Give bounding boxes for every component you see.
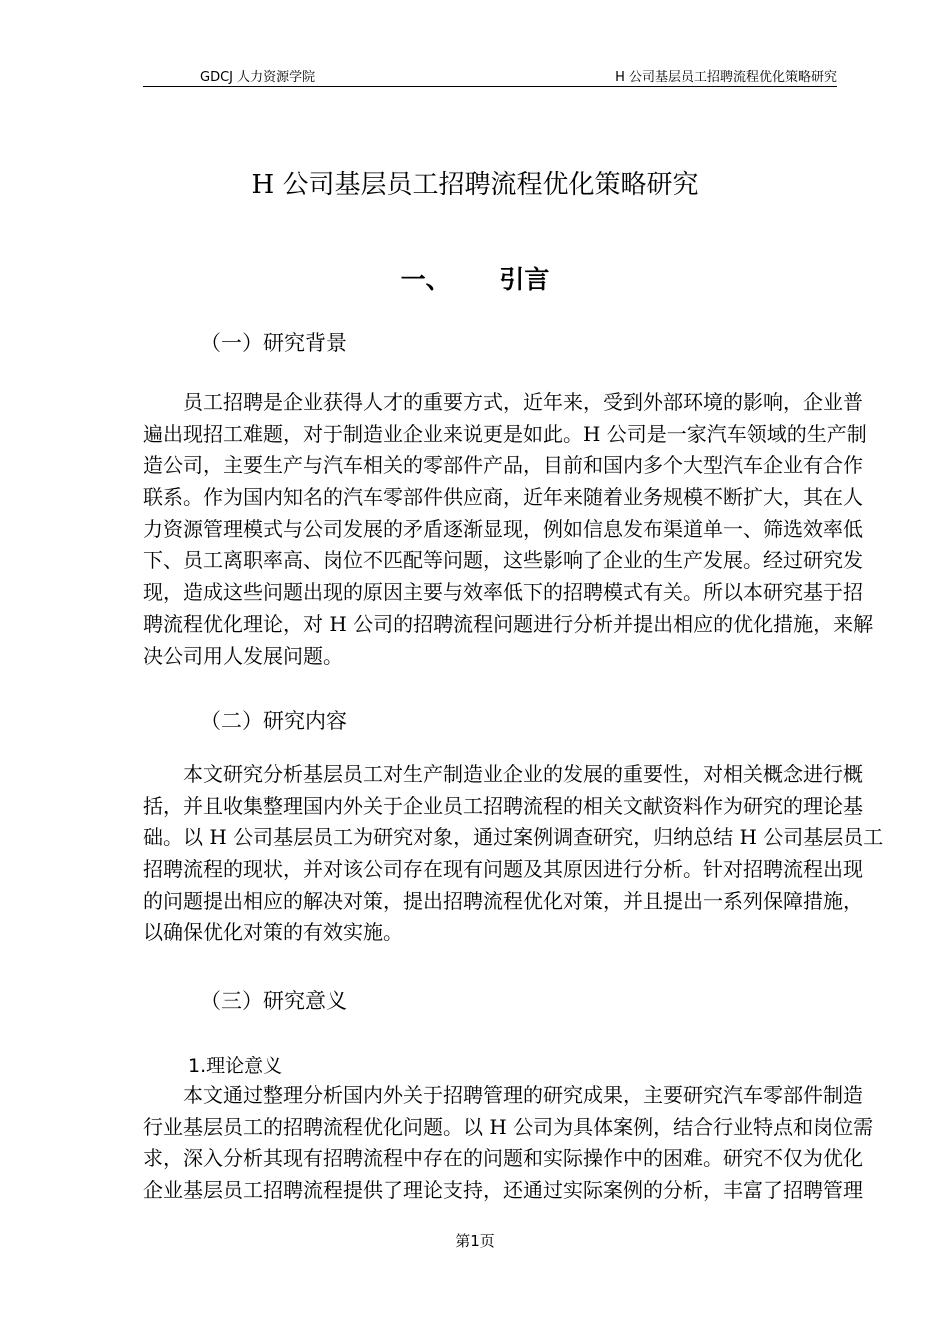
paragraph-line: 括，并且收集整理国内外关于企业员工招聘流程的相关文献资料作为研究的理论基 <box>143 793 863 818</box>
header-left: GDCJ 人力资源学院 <box>200 70 316 85</box>
document-title: H 公司基层员工招聘流程优化策略研究 <box>251 170 699 200</box>
section-heading-significance: （三）研究意义 <box>200 989 347 1013</box>
paragraph-line: 企业基层员工招聘流程提供了理论支持，还通过实际案例的分析，丰富了招聘管理 <box>143 1178 863 1203</box>
paragraph-line: 员工招聘是企业获得人才的重要方式，近年来，受到外部环境的影响，企业普 <box>183 390 863 414</box>
paragraph-line: 现，造成这些问题出现的原因主要与效率低下的招聘模式有关。所以本研究基于招 <box>143 580 863 605</box>
paragraph-theoretical <box>143 1080 874 1207</box>
page-number: 第1页 <box>455 1232 495 1250</box>
paragraph-line: 行业基层员工的招聘流程优化问题。以 H 公司为具体案例，结合行业特点和岗位需 <box>143 1114 874 1139</box>
paragraph-line: 的问题提出相应的解决对策，提出招聘流程优化对策，并且提出一系列保障措施， <box>143 888 863 913</box>
paragraph-line: 招聘流程的现状，并对该公司存在现有问题及其原因进行分析。针对招聘流程出现 <box>143 857 863 882</box>
paragraph-line: 以确保优化对策的有效实施。 <box>143 920 403 945</box>
paragraph-line: 聘流程优化理论，对 H 公司的招聘流程问题进行分析并提出相应的优化措施，来解 <box>143 611 874 636</box>
paragraph-line: 造公司，主要生产与汽车相关的零部件产品，目前和国内多个大型汽车企业有合作 <box>143 453 863 478</box>
paragraph-line: 本文研究分析基层员工对生产制造业企业的发展的重要性，对相关概念进行概 <box>183 762 863 786</box>
header-rule <box>143 86 837 87</box>
paragraph-content <box>143 759 884 949</box>
paragraph-line: 力资源管理模式与公司发展的矛盾逐渐显现，例如信息发布渠道单一、筛选效率低 <box>143 516 863 541</box>
paragraph-line: 联系。作为国内知名的汽车零部件供应商，近年来随着业务规模不断扩大，其在人 <box>143 485 863 510</box>
paragraph-line: 求，深入分析其现有招聘流程中存在的问题和实际操作中的困难。研究不仅为优化 <box>143 1146 863 1171</box>
section-heading-content: （二）研究内容 <box>200 709 347 733</box>
chapter-heading: 一、 引言 <box>400 265 550 294</box>
paragraph-line: 下、员工离职率高、岗位不匹配等问题，这些影响了企业的生产发展。经过研究发 <box>143 548 863 573</box>
header-right: H 公司基层员工招聘流程优化策略研究 <box>615 70 837 85</box>
paragraph-line: 础。以 H 公司基层员工为研究对象，通过案例调查研究，归纳总结 H 公司基层员工 <box>143 825 884 850</box>
paragraph-line: 本文通过整理分析国内外关于招聘管理的研究成果，主要研究汽车零部件制造 <box>183 1083 863 1107</box>
subheading-theoretical: 1.理论意义 <box>188 1055 283 1077</box>
section-heading-background: （一）研究背景 <box>200 331 347 355</box>
paragraph-line: 遍出现招工难题，对于制造业企业来说更是如此。H 公司是一家汽车领域的生产制 <box>143 421 867 446</box>
paragraph-background <box>143 387 874 672</box>
paragraph-line: 决公司用人发展问题。 <box>143 643 343 668</box>
